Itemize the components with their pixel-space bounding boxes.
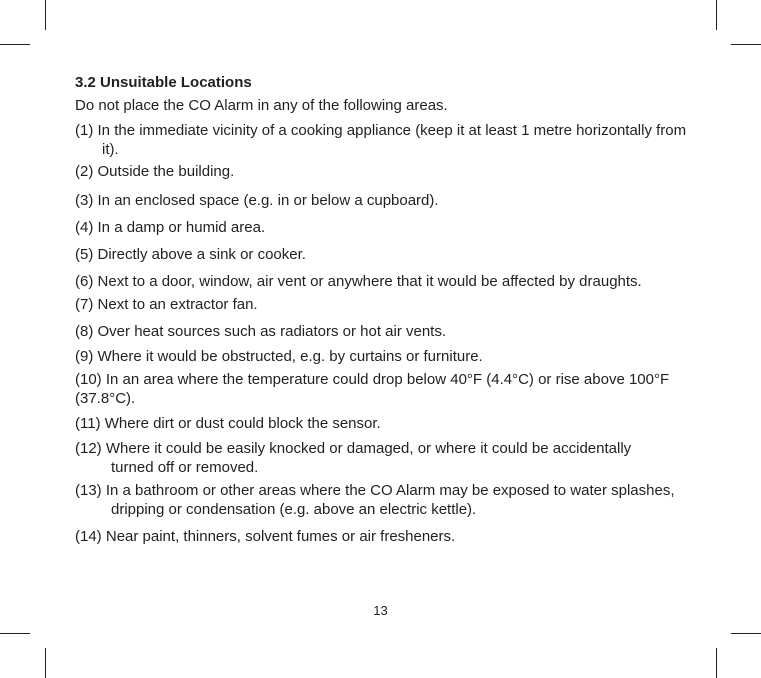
list-item xyxy=(75,481,696,519)
crop-mark-bottom-right-vertical xyxy=(716,648,717,678)
item-number: (4) xyxy=(75,219,94,236)
item-number: (11) xyxy=(75,415,101,432)
item-number: (9) xyxy=(75,348,94,365)
item-text: In an area where the temperature could drop below 40°F (4.4°C) or rise above 100°F (37.8°C). xyxy=(75,371,670,407)
list-item xyxy=(75,322,705,341)
list-item xyxy=(75,191,705,210)
item-text: Near paint, thinners, solvent fumes or air fresheners. xyxy=(105,528,456,545)
crop-mark-top-right-horizontal xyxy=(731,44,761,45)
list-item xyxy=(75,370,700,408)
item-number: (6) xyxy=(75,273,94,290)
list-item xyxy=(75,414,705,433)
list-item xyxy=(75,272,682,291)
item-text: In the immediate vicinity of a cooking appliance (keep it at least 1 metre horizontally from it). xyxy=(97,122,687,158)
item-number: (14) xyxy=(75,528,102,545)
list-item xyxy=(75,439,671,477)
item-text: Where it could be easily knocked or damaged, or where it could be accidentally turned off or removed. xyxy=(105,440,632,476)
list-item xyxy=(75,121,705,159)
list-item xyxy=(75,245,705,264)
item-text: In a bathroom or other areas where the CO Alarm may be exposed to water splashes, dripping or condensation (e.g. above an electric kettle). xyxy=(105,482,675,518)
crop-mark-bottom-right-horizontal xyxy=(731,633,761,634)
crop-mark-bottom-left-vertical xyxy=(45,648,46,678)
item-number: (1) xyxy=(75,122,94,139)
item-text: Where dirt or dust could block the sensor. xyxy=(104,415,381,432)
page-number: 13 xyxy=(373,603,388,618)
item-number: (8) xyxy=(75,323,94,340)
item-number: (2) xyxy=(75,163,94,180)
crop-mark-top-right-vertical xyxy=(716,0,717,30)
item-text: In an enclosed space (e.g. in or below a cupboard). xyxy=(97,192,439,209)
list-item xyxy=(75,162,705,181)
item-text: Next to a door, window, air vent or anywhere that it would be affected by draughts. xyxy=(97,273,642,290)
item-number: (12) xyxy=(75,440,102,457)
item-number: (7) xyxy=(75,296,94,313)
item-number: (10) xyxy=(75,371,102,388)
item-number: (13) xyxy=(75,482,102,499)
item-text: Over heat sources such as radiators or hot air vents. xyxy=(97,323,447,340)
section-intro: Do not place the CO Alarm in any of the following areas. xyxy=(75,97,448,114)
item-text: Next to an extractor fan. xyxy=(97,296,258,313)
crop-mark-bottom-left-horizontal xyxy=(0,633,30,634)
item-number: (3) xyxy=(75,192,94,209)
crop-mark-top-left-horizontal xyxy=(0,44,30,45)
item-text: Outside the building. xyxy=(97,163,235,180)
item-text: In a damp or humid area. xyxy=(97,219,266,236)
list-item xyxy=(75,218,705,237)
unsuitable-locations-list xyxy=(75,121,705,546)
item-text: Directly above a sink or cooker. xyxy=(97,246,306,263)
list-item xyxy=(75,295,705,314)
document-body xyxy=(75,72,705,546)
list-item xyxy=(75,527,705,546)
list-item xyxy=(75,347,705,366)
item-text: Where it would be obstructed, e.g. by curtains or furniture. xyxy=(97,348,483,365)
section-heading: 3.2 Unsuitable Locations xyxy=(75,74,252,91)
item-number: (5) xyxy=(75,246,94,263)
crop-mark-top-left-vertical xyxy=(45,0,46,30)
